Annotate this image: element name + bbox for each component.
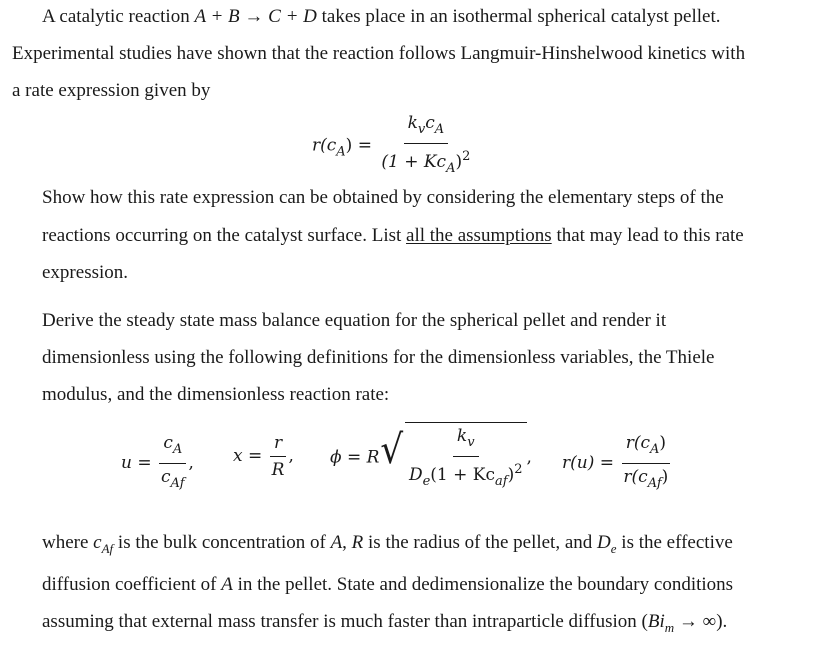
task-line-1: Show how this rate expression can be obtained by considering the elementary steps of the: [42, 187, 724, 208]
rate-fraction: [377, 112, 474, 180]
derive-line-2: dimensionless using the following definitions for the dimensionless variables, the Thiele: [42, 347, 715, 368]
subscript: A: [336, 144, 346, 160]
where-line-2: diffusion coefficient of A in the pellet. State and dedimensionalize the boundary conditions: [42, 574, 734, 595]
task-text: reactions occurring on the catalyst surface. List: [42, 225, 407, 246]
where-line-1: where $c_{Af}$ is the bulk concentration of A, R is the radius of the pellet, and $D_e$ is the effective: [42, 532, 733, 556]
rate-equation: [312, 112, 474, 180]
where-line-3: assuming that external mass transfer is much faster than intraparticle diffusion ($Bi_m$ → ∞).: [42, 611, 728, 635]
underlined-emphasis: all the assumptions: [406, 225, 552, 246]
definition-u: u = $\frac{c_A}{c_{Af}}$ ,: [121, 433, 194, 491]
rate-lhs: r(c: [312, 135, 337, 156]
definition-dimensionless-rate: r(u) = $\frac{r(c_A)}{r(c_{Af})}$: [562, 433, 669, 491]
intro-text: takes place in an isothermal spherical catalyst pellet.: [316, 6, 721, 27]
task-line-3: expression.: [42, 262, 129, 283]
rate-numerator: $k_vc_A$: [404, 112, 449, 144]
intro-text: A catalytic reaction: [42, 6, 195, 27]
reaction-equation: A + B → C + D: [194, 6, 317, 27]
rate-denominator: $(1 + Kc_A)^2$: [381, 149, 471, 176]
rate-lhs-close: ) =: [345, 135, 372, 156]
task-text: that may lead to this rate: [551, 225, 744, 246]
task-line-2: [42, 225, 744, 247]
derive-line-3: modulus, and the dimensionless reaction rate:: [42, 384, 390, 405]
intro-line-2: Experimental studies have shown that the reaction follows Langmuir-Hinshelwood kinetics with: [12, 43, 746, 64]
definition-thiele-modulus: ϕ = R √ $\frac{k_v}{D_e(1 + Kc_{af})^2}$ ,: [330, 422, 532, 493]
intro-line-3: a rate expression given by: [12, 80, 211, 101]
derive-line-1: Derive the steady state mass balance equation for the spherical pellet and render it: [42, 310, 667, 331]
intro-line-1: [42, 6, 720, 28]
definition-x: x = $\frac{r}{R}$ ,: [233, 433, 294, 480]
